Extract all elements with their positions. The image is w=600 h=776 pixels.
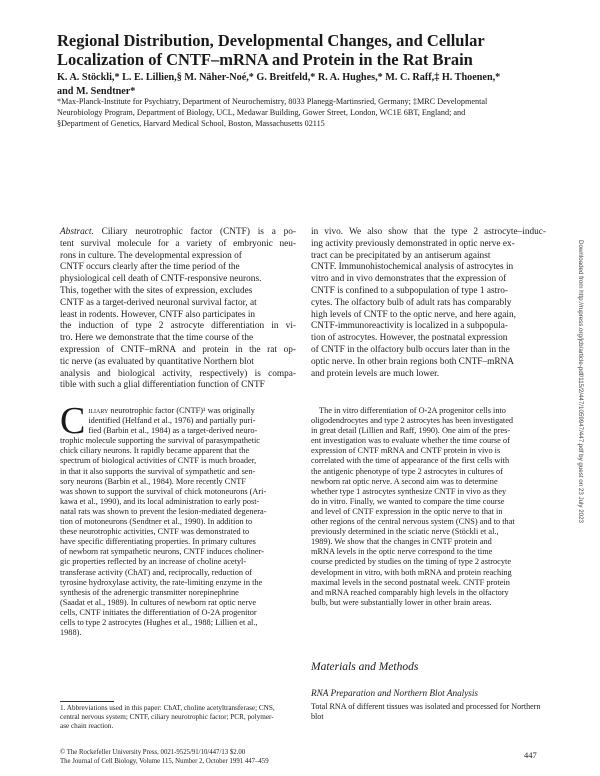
abstract-line: cytes. The olfactory bulb of adult rats has comparably [311, 297, 512, 308]
body-line: course predicted by studies on the timing of type 2 astrocyte [311, 557, 511, 567]
intro-column-right [311, 406, 547, 608]
abstract-line [60, 227, 296, 239]
abstract-label: Abstract. [60, 227, 94, 237]
subsection-heading: RNA Preparation and Northern Blot Analysis [311, 688, 478, 698]
abstract-line: CNTF as a target-derived neuronal survival factor, at [60, 297, 257, 308]
body-line: 1989). We show that the changes in CNTF protein and [311, 537, 492, 547]
body-line: development in vitro, with both mRNA and protein reaching [311, 567, 512, 577]
body-line: mRNA levels in the optic nerve correspond to the time [311, 547, 493, 557]
body-line: 1988). [60, 628, 82, 638]
body-line: fied (Barbin et al., 1984) as a target-derived neuro- [88, 426, 258, 436]
body-line: chick ciliary neurons. It rapidly became apparent that the [60, 446, 250, 456]
abstract-line: tent survival molecule for a variety of embryonic neu- [60, 238, 296, 249]
abstract-line: ing activity previously demonstrated in optic nerve ex- [311, 238, 515, 249]
abstract-line: and protein levels are much lower. [311, 368, 440, 379]
body-line: tion of motoneurons (Sendtner et al., 1990). In addition to [60, 517, 253, 527]
body-line: previously determined in the sciatic nerve (Stöckli et al., [311, 527, 499, 537]
body-line: oligodendrocytes and type 2 astrocytes has been investigated [311, 416, 514, 426]
body-line: and mRNA reached comparably high levels in the olfactory [311, 587, 509, 597]
download-watermark [574, 240, 588, 710]
abstract-line: tic nerve (as evaluated by quantitative Northern blot [60, 356, 254, 367]
body-line: synthesis of the adrenergic transmitter norepinephrine [60, 587, 239, 597]
abstract-column-right [311, 227, 546, 380]
body-line: spectrum of biological activities of CNTF is much broader, [60, 456, 257, 466]
footnote-line: central nervous system; CNTF, ciliary neurotrophic factor; PCR, polymer- [60, 713, 274, 721]
download-watermark-text: Downloaded from http://rupress.org/jcb/article-pdf/115/2/447/1059947/447.pdf by guest on 23 July 2023 [577, 240, 584, 523]
body-line: tyrosine hydroxylase activity, the rate-limiting enzyme in the [60, 577, 263, 587]
body-line: natal rats was shown to prevent the lesion-mediated degenera- [60, 506, 267, 516]
abstract-line: CNTF. Immunohistochemical analysis of astrocytes in [311, 262, 514, 273]
body-line: have specific differentiating properties. In primary cultures [60, 537, 256, 547]
abstract-line: the induction of type 2 astrocyte differentiation in vi- [60, 321, 296, 332]
abstract-column-left [60, 227, 296, 392]
abstract-line: tract can be precipitated by an antiserum against [311, 250, 491, 261]
affiliation-line: *Max-Planck-Institute for Psychiatry, Department of Neurochemistry, 8033 Planegg-Martinsried, Germany; ‡MRC Developmental [57, 97, 488, 106]
body-line: newborn rat optic nerve. A second aim was to determine [311, 476, 498, 486]
body-line: kawa et al., 1990), and its local administration to early post- [60, 496, 260, 506]
abstract-line: CNTF is confined to a subpopulation of type 1 astro- [311, 285, 509, 296]
abstract-line: expression of CNTF–mRNA and protein in the rat op- [60, 344, 296, 355]
author-list [57, 71, 557, 98]
body-line [88, 406, 296, 416]
abstract-line: least in rodents. However, CNTF also participates in [60, 309, 256, 320]
body-line: expression of CNTF mRNA and CNTF protein in vivo is [311, 446, 501, 456]
author-line: K. A. Stöckli,* L. E. Lillien,§ M. Näher-Noé,* G. Breitfeld,* R. A. Hughes,* M. C. Raff,‡ H. Thoenen,* [57, 72, 501, 83]
affiliation-line: Neurobiology Program, Department of Biology, UCL, Medawar Building, Gower Street, London, WC1E 6BT, England; and [57, 107, 466, 117]
abstract-line: high levels of CNTF to the optic nerve, and here again, [311, 309, 516, 320]
paper-title: Regional Distribution, Developmental Changes, and Cellular Localization of CNTF–mRNA and Protein in the Rat Brain [57, 31, 485, 69]
subsection-text: Total RNA of different tissues was isolated and processed for Northern blot [311, 702, 541, 721]
affiliations [57, 97, 557, 129]
body-line: these neurotrophic activities, CNTF was demonstrated to [60, 527, 250, 537]
abstract-line: optic nerve. In other brain regions both CNTF–mRNA [311, 356, 514, 367]
body-line: sory neurons (Barbin et al., 1984). More recently CNTF [60, 476, 246, 486]
abstract-line: in vivo. We also show that the type 2 astrocyte–induc- [311, 227, 546, 237]
body-line: other regions of the central nervous system (CNS) and to that [311, 517, 515, 527]
intro-first-word: iliary [88, 406, 109, 415]
body-line: transferase activity (ChAT) and, reciprocally, reduction of [60, 567, 253, 577]
body-line: whether type 1 astrocytes synthesize CNTF in vivo as they [311, 486, 507, 496]
abstract-line: vitro and in vivo demonstrates that the expression of [311, 274, 507, 285]
body-line: of newborn rat sympathetic neurons, CNTF induces choliner- [60, 547, 264, 557]
footnote-line: 1. Abbreviations used in this paper: ChAT, choline acetyltransferase; CNS, [60, 704, 275, 712]
body-line: bulb, but were substantially lower in other brain areas. [311, 597, 492, 607]
body-line: identified (Helfand et al., 1976) and partially puri- [88, 416, 256, 426]
intro-column-left [60, 400, 296, 638]
footnote-line: ase chain reaction. [60, 722, 114, 730]
body-line: The in vitro differentiation of O-2A progenitor cells into [319, 406, 506, 415]
page-number: 447 [524, 750, 537, 760]
body-line: (Saadat et al., 1989). In cultures of newborn rat optic nerve [60, 597, 257, 607]
abstract-line: of CNTF in the olfactory bulb occurs later than in the [311, 344, 510, 355]
abstract-line: tible with such a glial differentiation function of CNTF [60, 380, 265, 391]
author-line: and M. Sendtner* [57, 85, 136, 97]
body-text: neurotrophic factor (CNTF)¹ was originally [108, 406, 255, 415]
section-heading: Materials and Methods [311, 661, 419, 673]
body-line: in that it also supports the survival of sympathetic and sen- [60, 466, 256, 476]
body-line: ent investigation was to evaluate whether the time course of [311, 436, 510, 446]
body-line: trophic molecule supporting the survival of parasympathetic [60, 436, 260, 446]
body-line: the antigenic phenotype of type 2 astrocytes in cultures of [311, 466, 503, 476]
body-line: cells to type 2 astrocytes (Hughes et al., 1988; Lillien et al., [60, 617, 258, 627]
body-line: cells, CNTF initiates the differentiation of O-2A progenitor [60, 607, 257, 617]
body-line: was shown to support the survival of chick motoneurons (Ari- [60, 486, 267, 496]
body-line: and level of CNTF expression in the optic nerve to that in [311, 506, 503, 516]
drop-cap: C [60, 400, 86, 442]
abstract-line: CNTF-immunoreactivity is localized in a subpopula- [311, 321, 509, 332]
body-line: correlated with the time of appearance of the first cells with [311, 456, 510, 466]
copyright-line: © The Rockefeller University Press, 0021-9525/91/10/447/13 $2.00 [60, 749, 246, 756]
abstract-text: Ciliary neurotrophic factor (CNTF) is a po- [101, 227, 297, 237]
affiliation-line: §Department of Genetics, Harvard Medical School, Boston, Massachusetts 02115 [57, 118, 325, 128]
body-line: do in vitro. Finally, we wanted to compare the time course [311, 496, 505, 506]
abstract-line: analysis and biological activity, respectively) is compa- [60, 368, 296, 379]
abstract-line: tion of astrocytes. However, the postnatal expression [311, 333, 508, 344]
abstract-line: CNTF occurs clearly after the time period of the [60, 262, 240, 273]
body-line: maximal levels in the second postnatal week. CNTF protein [311, 577, 510, 587]
footnote-rule [60, 701, 114, 702]
abstract-line: This, together with the sites of expression, excludes [60, 285, 253, 296]
abstract-line: rons in culture. The developmental expression of [60, 250, 242, 261]
journal-citation: The Journal of Cell Biology, Volume 115, Number 2, October 1991 447–459 [60, 758, 269, 765]
body-line: in great detail (Lillien and Raff, 1990). One aim of the pres- [311, 426, 511, 436]
abstract-line: physiological cell death of CNTF-responsive neurons. [60, 274, 262, 285]
footnote [60, 704, 296, 731]
copyright-notice [60, 748, 360, 766]
body-line: gic properties reflected by an increase of choline acetyl- [60, 557, 247, 567]
abstract-line: tro. Here we demonstrate that the time course of the [60, 333, 254, 344]
